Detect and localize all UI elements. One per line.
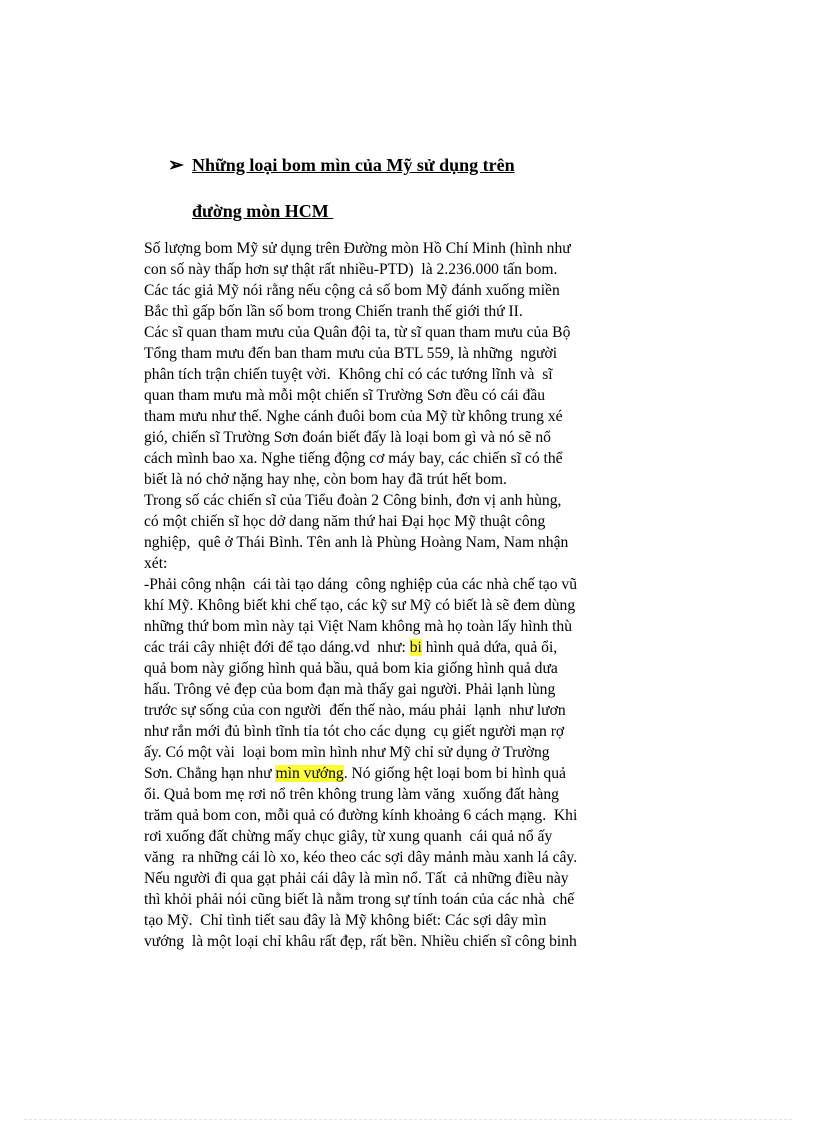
text-line: xét: — [144, 555, 168, 572]
text-line: quả bom này giống hình quả bầu, quả bom kia giống hình quả dưa — [144, 660, 558, 677]
text-line: cách mình bao xa. Nghe tiếng động cơ máy bay, các chiến sĩ có thể — [144, 450, 563, 467]
text-segment: Sơn. Chẳng hạn như — [144, 765, 276, 782]
text-line: phân tích trận chiến tuyệt vời. Không chỉ có các tướng lĩnh và sĩ — [144, 366, 553, 383]
text-segment: . Nó giống hệt loại bom bi hình quả — [343, 765, 566, 782]
text-line-with-highlight — [144, 637, 632, 658]
body-paragraphs — [144, 238, 632, 952]
text-line: con số này thấp hơn sự thật rất nhiều-PTD) là 2.236.000 tấn bom. — [144, 261, 558, 278]
text-line: rơi xuống đất chừng mấy chục giây, từ xung quanh cái quả nổ ấy — [144, 828, 553, 845]
page-bottom-divider — [24, 1119, 792, 1120]
text-line: Trong số các chiến sĩ của Tiểu đoàn 2 Công binh, đơn vị anh hùng, — [144, 492, 562, 509]
text-line: thì khỏi phải nói cũng biết là nằm trong sự tính toán của các nhà chế — [144, 891, 575, 908]
text-line: có một chiến sĩ học dở dang năm thứ hai Đại học Mỹ thuật công — [144, 513, 546, 530]
text-line: khí Mỹ. Không biết khi chế tạo, các kỹ sư Mỹ có biết là sẽ đem dùng — [144, 597, 576, 614]
text-line-with-highlight — [144, 763, 632, 784]
text-line: ấy. Có một vài loại bom mìn hình như Mỹ chỉ sử dụng ở Trường — [144, 744, 550, 761]
text-line: như rắn mới đủ bình tĩnh tỉa tót cho các dụng cụ giết người mạn rợ — [144, 723, 565, 740]
text-line: Số lượng bom Mỹ sử dụng trên Đường mòn Hồ Chí Minh (hình như — [144, 240, 571, 257]
text-line: tạo Mỹ. Chỉ tình tiết sau đây là Mỹ không biết: Các sợi dây mìn — [144, 912, 547, 929]
text-line: tham mưu như thế. Nghe cánh đuôi bom của Mỹ từ không trung xé — [144, 408, 563, 425]
text-line: hấu. Trông vẻ đẹp của bom đạn mà thấy gai người. Phải lạnh lùng — [144, 681, 556, 698]
text-line: vướng là một loại chỉ khâu rất đẹp, rất bền. Nhiều chiến sĩ công binh — [144, 933, 577, 950]
text-line: Nếu người đi qua gạt phải cái dây là mìn nổ. Tất cả những điều này — [144, 870, 569, 887]
text-segment: các trái cây nhiệt đới để tạo dáng.vd như: — [144, 639, 410, 656]
text-line: -Phải công nhận cái tài tạo dáng công nghiệp của các nhà chế tạo vũ — [144, 576, 577, 593]
text-line: văng ra những cái lò xo, kéo theo các sợi dây mảnh màu xanh lá cây. — [144, 849, 578, 866]
arrow-bullet-icon: ➢ — [168, 155, 184, 176]
text-line: Các sĩ quan tham mưu của Quân đội ta, từ sĩ quan tham mưu của Bộ — [144, 324, 571, 341]
text-line: nghiệp, quê ở Thái Bình. Tên anh là Phùng Hoàng Nam, Nam nhận — [144, 534, 569, 551]
text-line: trăm quả bom con, mỗi quả có đường kính khoảng 6 cách mạng. Khi — [144, 807, 578, 824]
text-line: Bắc thì gấp bốn lần số bom trong Chiến tranh thế giới thứ II. — [144, 303, 523, 320]
text-line: quan tham mưu mà mỗi một chiến sĩ Trường Sơn đều có cái đầu — [144, 387, 546, 404]
highlighted-phrase: mìn vướng — [275, 765, 344, 782]
heading-line-2: đường mòn HCM — [192, 201, 334, 221]
highlighted-word: bi — [409, 639, 422, 656]
text-line: gió, chiến sĩ Trường Sơn đoán biết đấy là loại bom gì và nó sẽ nổ — [144, 429, 551, 446]
text-line: biết là nó chở nặng hay nhẹ, còn bom hay đã trút hết bom. — [144, 471, 507, 488]
text-segment: hình quả dứa, quả ổi, — [421, 639, 558, 656]
text-line: ổi. Quả bom mẹ rơi nổ trên không trung làm văng xuống đất hàng — [144, 786, 559, 803]
text-line: Tổng tham mưu đến ban tham mưu của BTL 559, là những người — [144, 345, 558, 362]
text-line: Các tác giả Mỹ nói rằng nếu cộng cả số bom Mỹ đánh xuống miền — [144, 282, 560, 299]
text-line: trước sự sống của con người đến thế nào, máu phải lạnh như lươn — [144, 702, 566, 719]
text-line: những thứ bom mìn này tại Việt Nam không mà họ toàn lấy hình thù — [144, 618, 572, 635]
heading-line-1: Những loại bom mìn của Mỹ sử dụng trên — [192, 155, 515, 175]
